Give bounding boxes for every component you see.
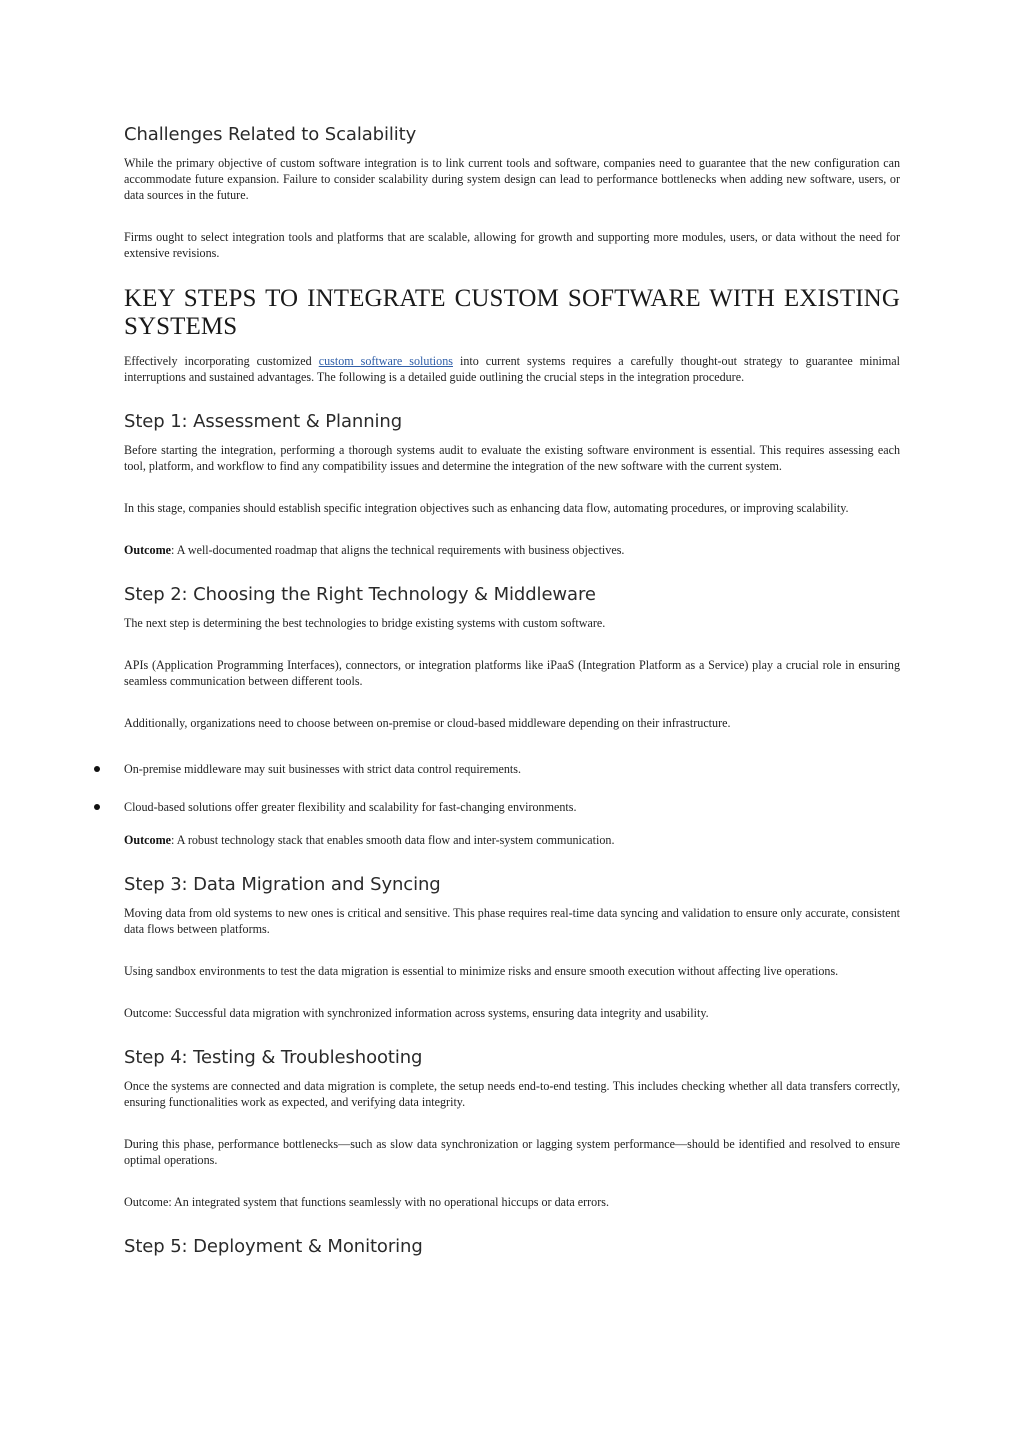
step-heading-3: Step 3: Data Migration and Syncing bbox=[124, 874, 441, 895]
outcome-label: Outcome bbox=[124, 833, 172, 847]
outcome-paragraph bbox=[124, 832, 900, 848]
paragraph: The next step is determining the best technologies to bridge existing systems with custom software. bbox=[124, 616, 606, 630]
paragraph: Once the systems are connected and data migration is complete, the setup needs end-to-end testing. This includes checking whether all data transfers correctly, ensuring functionalities work as expected, and verifying data integrity. bbox=[124, 1079, 900, 1109]
list-item bbox=[124, 761, 900, 777]
intro-text: Effectively incorporating customized bbox=[124, 354, 319, 368]
paragraph: In this stage, companies should establish specific integration objectives such as enhancing data flow, automating procedures, or improving scalability. bbox=[124, 501, 849, 515]
main-heading-key-steps: KEY STEPS TO INTEGRATE CUSTOM SOFTWARE WITH EXISTING SYSTEMS bbox=[124, 285, 900, 340]
outcome-text: : A robust technology stack that enables smooth data flow and inter-system communication. bbox=[171, 833, 615, 847]
paragraph: Moving data from old systems to new ones is critical and sensitive. This phase requires real-time data syncing and validation to ensure only accurate, consistent data flows between platforms. bbox=[124, 906, 900, 936]
document-content bbox=[124, 122, 900, 1260]
step-heading-1: Step 1: Assessment & Planning bbox=[124, 411, 403, 432]
list-item bbox=[124, 799, 900, 815]
paragraph-intro bbox=[124, 353, 900, 385]
paragraph: Additionally, organizations need to choose between on-premise or cloud-based middleware depending on their infrastructure. bbox=[124, 716, 731, 730]
bullet-icon bbox=[94, 804, 100, 810]
paragraph: APIs (Application Programming Interfaces), connectors, or integration platforms like iPaaS (Integration Platform as a Service) play a crucial role in ensuring seamless communication between different tools. bbox=[124, 658, 900, 688]
list-item-text: Cloud-based solutions offer greater flexibility and scalability for fast-changing environments. bbox=[124, 800, 577, 814]
outcome-text: : A well-documented roadmap that aligns the technical requirements with business objectives. bbox=[171, 543, 625, 557]
bullet-icon bbox=[94, 766, 100, 772]
section-heading-scalability: Challenges Related to Scalability bbox=[124, 124, 417, 145]
custom-software-solutions-link[interactable]: custom software solutions bbox=[318, 354, 453, 368]
paragraph: Firms ought to select integration tools and platforms that are scalable, allowing for growth and supporting more modules, users, or data without the need for extensive revisions. bbox=[124, 230, 900, 260]
step-heading-2: Step 2: Choosing the Right Technology & Middleware bbox=[124, 584, 596, 605]
step-heading-4: Step 4: Testing & Troubleshooting bbox=[124, 1047, 423, 1068]
paragraph: Using sandbox environments to test the data migration is essential to minimize risks and ensure smooth execution without affecting live operations. bbox=[124, 964, 839, 978]
outcome-paragraph: Outcome: Successful data migration with synchronized information across systems, ensuring data integrity and usability. bbox=[124, 1006, 709, 1020]
outcome-paragraph: Outcome: An integrated system that functions seamlessly with no operational hiccups or data errors. bbox=[124, 1195, 609, 1209]
step-heading-5: Step 5: Deployment & Monitoring bbox=[124, 1236, 423, 1257]
paragraph: During this phase, performance bottlenecks—such as slow data synchronization or lagging system performance—should be identified and resolved to ensure optimal operations. bbox=[124, 1137, 900, 1167]
paragraph: Before starting the integration, performing a thorough systems audit to evaluate the existing software environment is essential. This requires assessing each tool, platform, and workflow to find any compatibility issues and determine the integration of the new software with the current system. bbox=[124, 443, 900, 473]
intro-text: into current systems requires a carefully thought-out strategy to guarantee minimal interruptions and sustained advantages. The following is a detailed guide outlining the crucial steps in the integration procedure. bbox=[124, 354, 900, 384]
outcome-label: Outcome bbox=[124, 543, 172, 557]
list-item-text: On-premise middleware may suit businesses with strict data control requirements. bbox=[124, 762, 521, 776]
paragraph: While the primary objective of custom software integration is to link current tools and software, companies need to guarantee that the new configuration can accommodate future expansion. Failure to consider scalability during system design can lead to performance bottlenecks when adding new software, users, or data sources in the future. bbox=[124, 156, 900, 202]
outcome-paragraph bbox=[124, 542, 900, 558]
